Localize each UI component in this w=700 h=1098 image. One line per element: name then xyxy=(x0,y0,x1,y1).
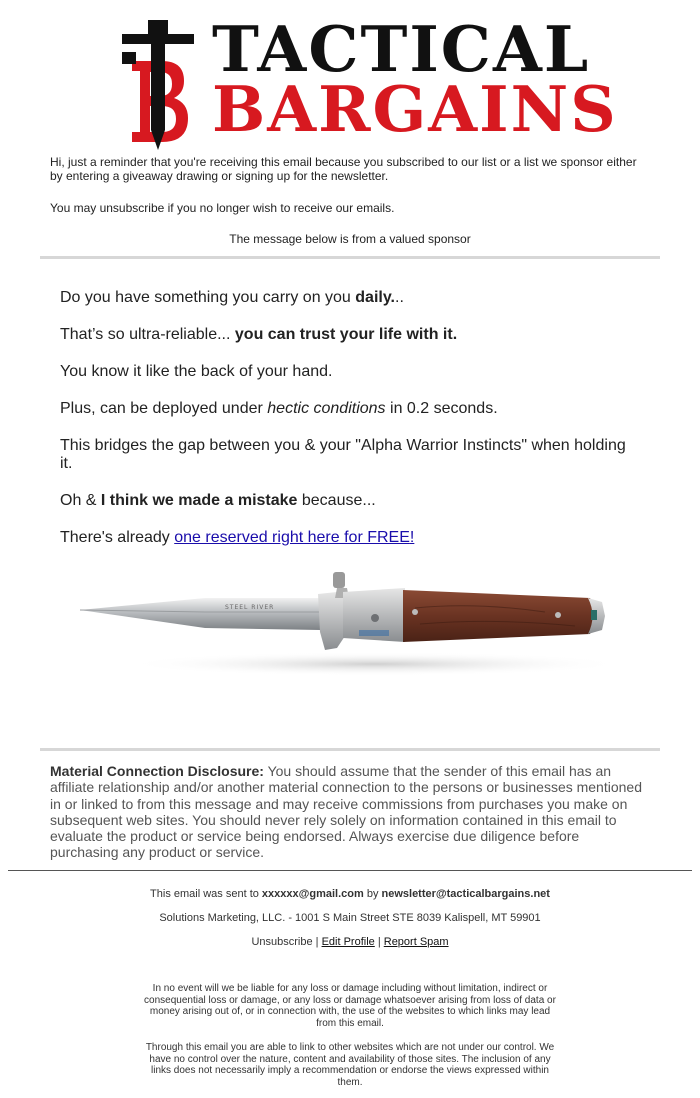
sponsor-note: The message below is from a valued sponsor xyxy=(229,232,471,246)
paragraph-5: This bridges the gap between you & your "Alpha Warrior Instincts" when holding it. xyxy=(60,437,626,472)
brand-logo[interactable] xyxy=(0,8,700,148)
brand-line-1: TACTICAL xyxy=(212,12,591,86)
intro-section xyxy=(50,155,650,215)
disclosure-heading: Material Connection Disclosure: xyxy=(50,763,264,779)
free-offer-link[interactable]: one reserved right here for FREE xyxy=(174,529,410,546)
paragraph-1: Do you have something you carry on you daily... xyxy=(60,289,404,306)
unsubscribe-link[interactable]: Unsubscribe xyxy=(251,936,313,948)
stiletto-knife-image[interactable] xyxy=(75,568,625,688)
paragraph-2: That’s so ultra-reliable... you can trust your life with it. xyxy=(60,326,458,343)
report-spam-link[interactable]: Report Spam xyxy=(383,936,449,948)
material-connection-disclosure xyxy=(50,763,650,861)
unsubscribe-note: You may unsubscribe if you no longer wish to receive our emails. xyxy=(50,201,395,215)
paragraph-7: There's already one reserved right here for FREE! xyxy=(60,529,415,546)
footer-rule xyxy=(8,870,692,871)
divider xyxy=(40,256,660,259)
blade-engraving: STEEL RIVER xyxy=(225,604,275,611)
sent-to-line: This email was sent to xxxxxx@gmail.com by newsletter@tacticalbargains.net xyxy=(150,888,550,900)
company-address: Solutions Marketing, LLC. - 1001 S Main Street STE 8039 Kalispell, MT 59901 xyxy=(159,912,541,924)
paragraph-3: You know it like the back of your hand. xyxy=(60,363,333,380)
tb-nail-logo-icon xyxy=(118,16,198,151)
recipient-email: xxxxxx@gmail.com xyxy=(261,888,364,900)
footer-links: Unsubscribe | Edit Profile | Report Spam xyxy=(251,936,449,948)
external-links-disclaimer: Through this email you are able to link to other websites which are not under our control. We have no control over the nature, content and availability of those sites. The inclusion of any links does not necessarily imply a recommendation or endorse the views expressed within them. xyxy=(145,1042,555,1089)
liability-disclaimer: In no event will we be liable for any loss or damage including without limitation, indirect or consequential loss or damage, or any loss or damage whatsoever arising from loss of data or money arising out of, or in connection with, the use of the websites to which links may lead from this email. xyxy=(144,983,556,1030)
brand-line-2: BARGAINS xyxy=(212,72,618,146)
paragraph-4: Plus, can be deployed under hectic conditions in 0.2 seconds. xyxy=(60,400,498,417)
sender-email: newsletter@tacticalbargains.net xyxy=(381,888,550,900)
sponsor-message xyxy=(60,289,640,566)
divider xyxy=(40,748,660,751)
edit-profile-link[interactable]: Edit Profile xyxy=(321,936,375,948)
paragraph-6: Oh & I think we made a mistake because... xyxy=(60,492,376,509)
subscription-reminder: Hi, just a reminder that you're receiving this email because you subscribed to our list or a list we sponsor either by entering a giveaway drawing or signing up for the newsletter. xyxy=(50,155,637,183)
disclosure-text: You should assume that the sender of this email has an affiliate relationship and/or another material connection to the persons or businesses mentioned in or linked to from this message and may receive commissions from purchases you make on subsequent web sites. You should never rely solely on information contained in this email to evaluate the product or service being endorsed. Always exercise due diligence before purchasing any product or service. xyxy=(50,763,642,861)
free-offer-link-exclamation[interactable]: ! xyxy=(409,529,415,546)
